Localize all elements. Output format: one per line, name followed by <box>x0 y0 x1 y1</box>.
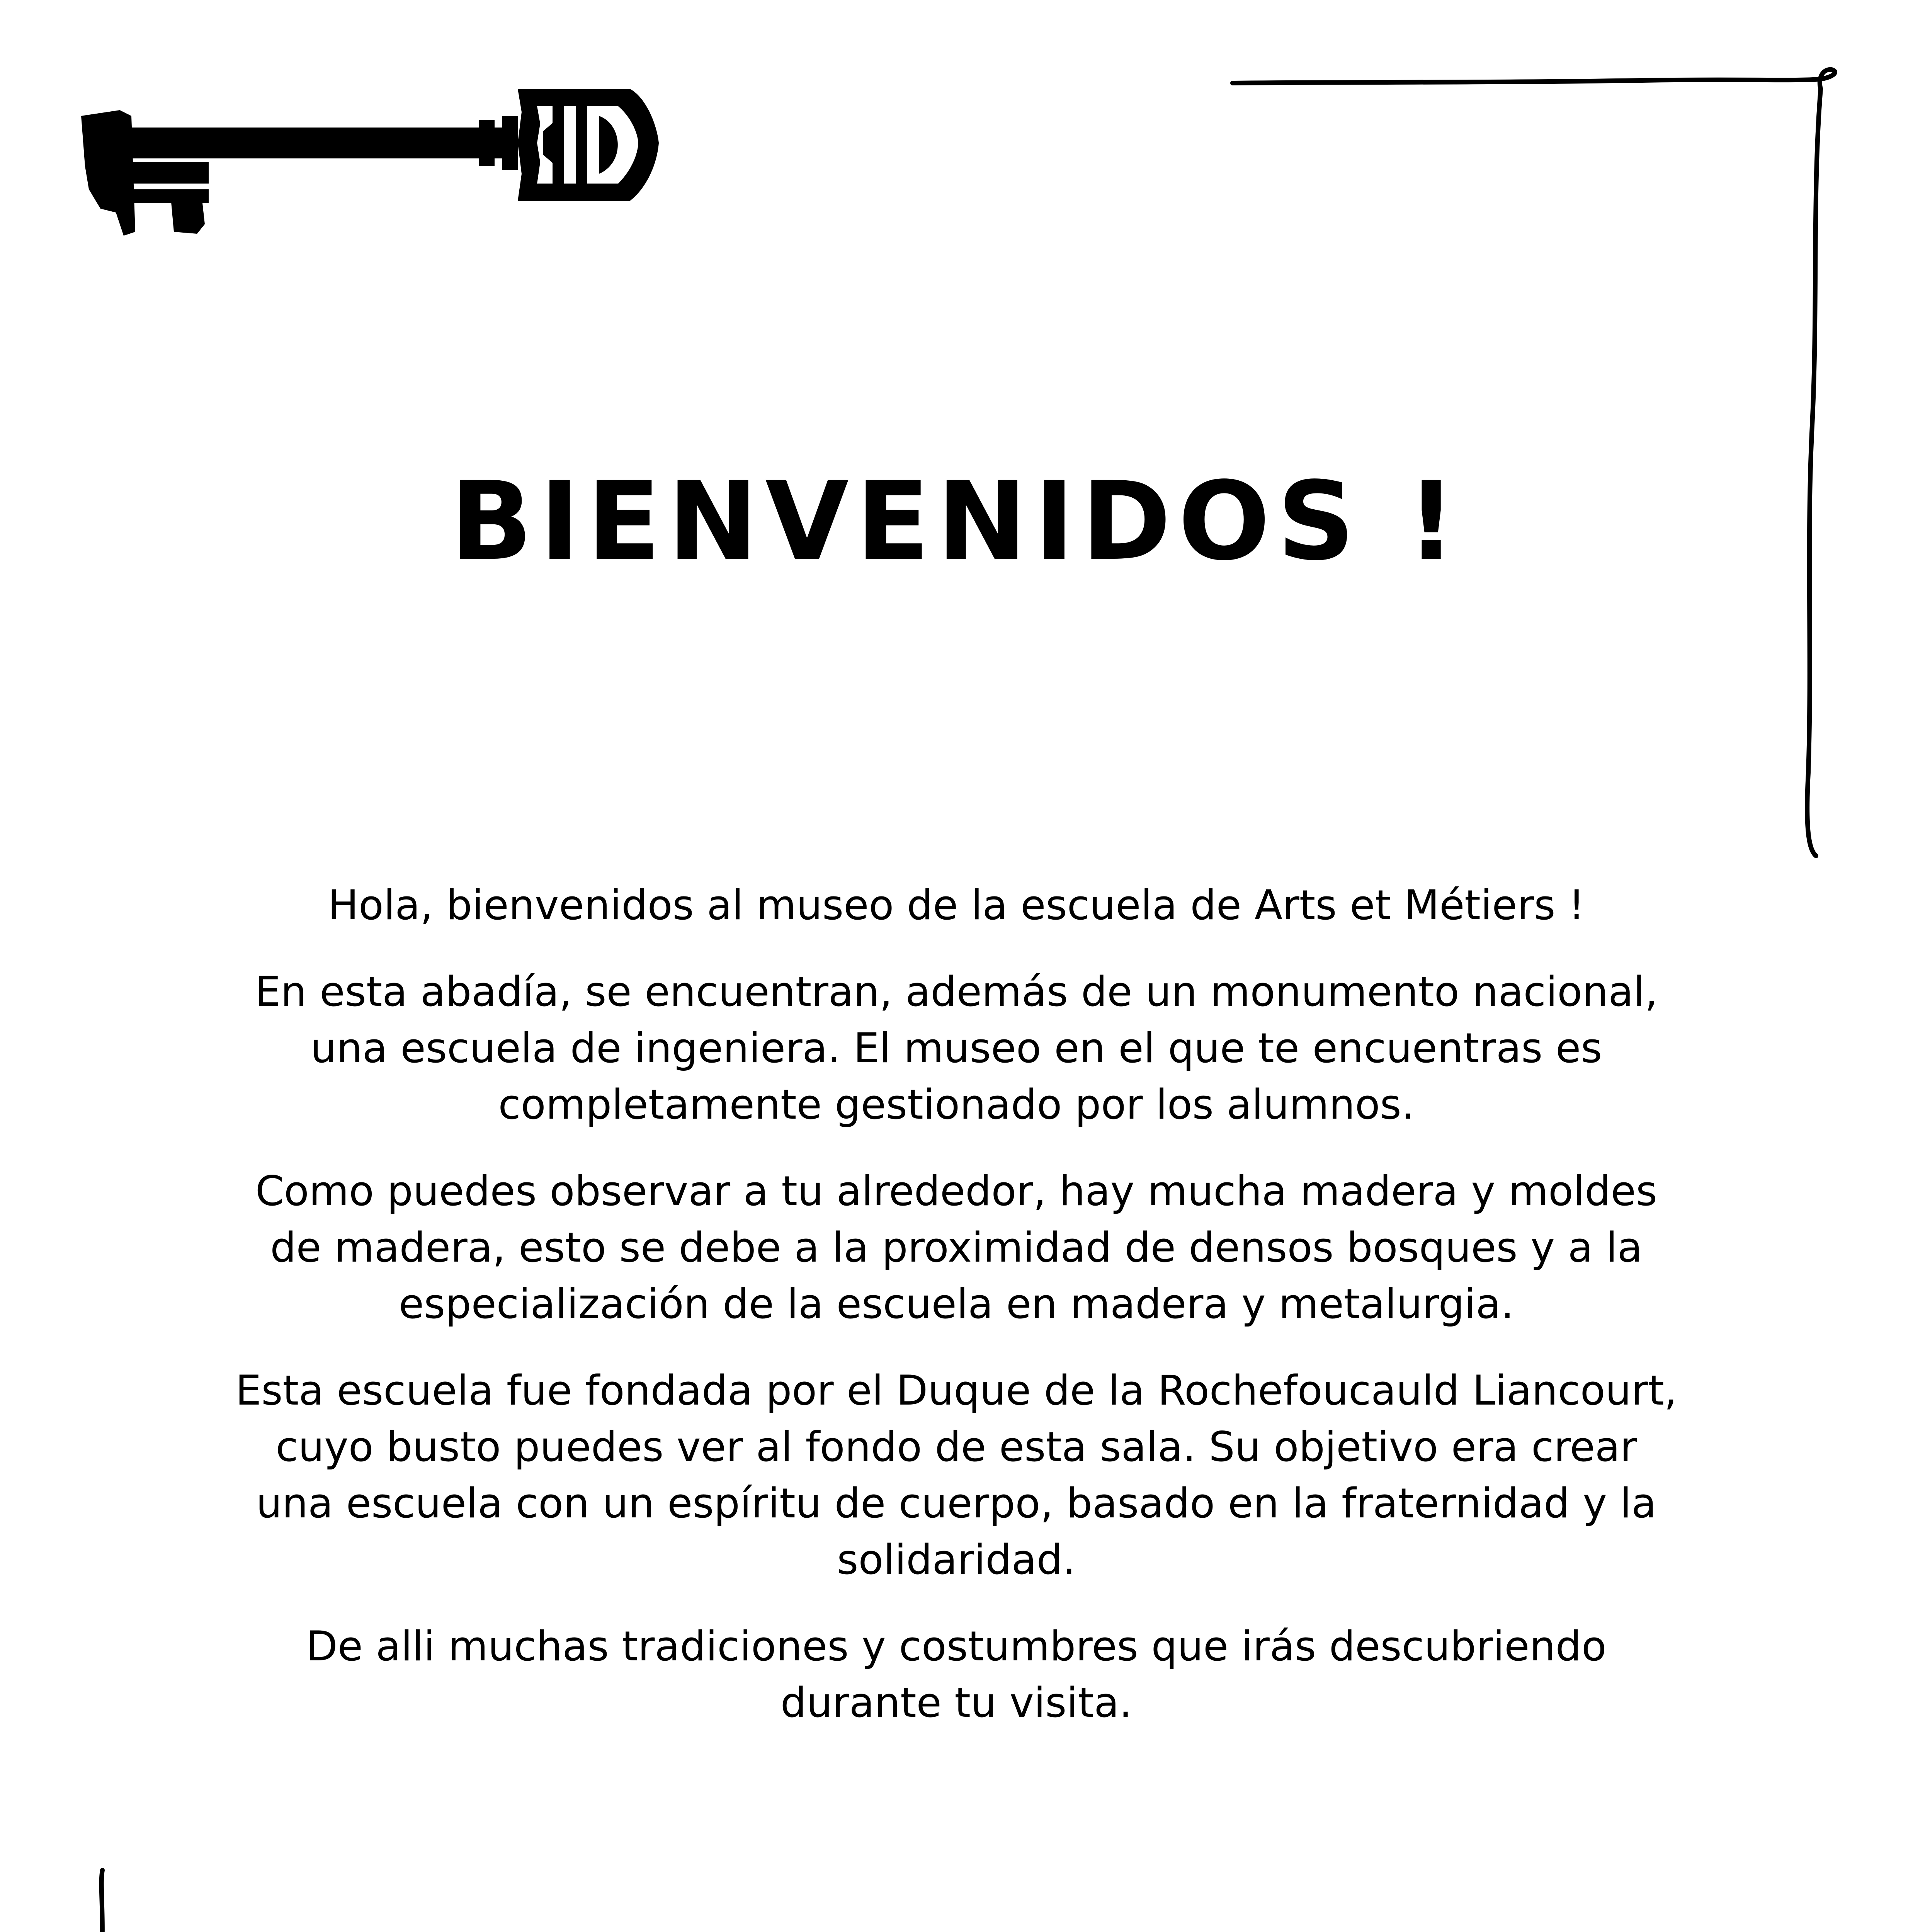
paragraph-abbey: En esta abadía, se encuentran, además de un monumento nacional, una escuela de ingeniera. El museo en el que te encuentras es completamente gestionado por los alumnos. <box>255 968 1658 1128</box>
top-border-line <box>1233 70 1835 89</box>
paragraph-wood: Como puedes observar a tu alrededor, hay mucha madera y moldes de madera, esto se debe a la proximidad de densos bosques y a la especialización de la escuela en madera y metalurgia. <box>255 1167 1658 1328</box>
paragraph-greeting: Hola, bienvenidos al museo de la escuela de Arts et Métiers ! <box>328 881 1585 929</box>
skeleton-key-icon <box>73 73 661 251</box>
paragraph-traditions: De alli muchas tradiciones y costumbres que irás descubriendo durante tu visita. <box>306 1622 1607 1726</box>
paragraph-founder: Esta escuela fue fondada por el Duque de la Rochefoucauld Liancourt, cuyo busto puedes ver al fondo de esta sala. Su objetivo era crear una escuela con un espíritu de cuerpo, basado en la fraternidad y la solidaridad. <box>235 1367 1677 1583</box>
page-title: BIENVENIDOS ! <box>450 459 1463 585</box>
welcome-text <box>232 877 1681 1761</box>
left-border-line <box>95 1870 102 1932</box>
